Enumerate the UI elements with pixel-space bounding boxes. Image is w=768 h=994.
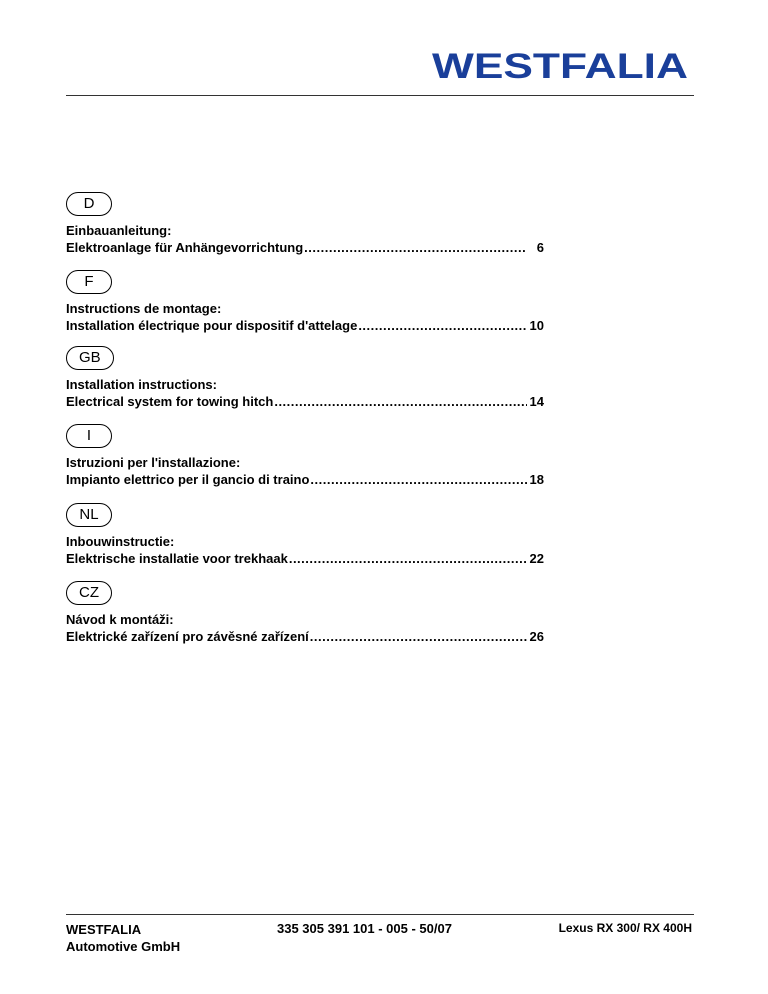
language-badge-nl: NL [66, 503, 112, 527]
toc-page-number: 6 [536, 240, 544, 255]
westfalia-logo [432, 50, 688, 80]
language-badge-gb: GB [66, 346, 114, 370]
toc-entry-label: Impianto elettrico per il gancio di traino [66, 472, 310, 487]
toc-entry-label: Elektroanlage für Anhängevorrichtung [66, 240, 304, 255]
section-title-d: Einbauanleitung: [66, 223, 172, 238]
section-nl [66, 503, 546, 567]
toc-entry-label: Installation électrique pour dispositif d'attelage [66, 318, 358, 333]
section-title-gb: Installation instructions: [66, 377, 217, 392]
toc-page-number: 14 [529, 394, 544, 409]
toc-entry-cz[interactable] [66, 628, 544, 645]
toc-entry-i[interactable] [66, 471, 544, 488]
leader-dots [310, 471, 527, 488]
section-title-f: Instructions de montage: [66, 301, 222, 316]
leader-dots [358, 317, 527, 334]
toc-page-number: 22 [529, 551, 544, 566]
footer-vehicle-model: Lexus RX 300/ RX 400H [558, 921, 692, 935]
language-badge-d: D [66, 192, 112, 216]
toc-page-number: 10 [529, 318, 544, 333]
svg-text:WESTFALIA: WESTFALIA [432, 50, 688, 80]
section-cz [66, 581, 546, 645]
toc-page-number: 18 [529, 472, 544, 487]
section-i [66, 424, 546, 488]
toc-entry-label: Elektrické zařízení pro závěsné zařízení [66, 629, 309, 644]
footer-document-number: 335 305 391 101 - 005 - 50/07 [277, 921, 452, 936]
language-badge-cz: CZ [66, 581, 112, 605]
toc-entry-f[interactable] [66, 317, 544, 334]
footer-divider [66, 914, 694, 915]
toc-entry-label: Elektrische installatie voor trekhaak [66, 551, 288, 566]
leader-dots [304, 239, 527, 256]
footer-company [66, 921, 180, 955]
section-title-i: Istruzioni per l'installazione: [66, 455, 241, 470]
toc-page-number: 26 [529, 629, 544, 644]
section-f [66, 270, 546, 334]
toc-entry-gb[interactable] [66, 393, 544, 410]
section-d [66, 192, 546, 256]
section-title-cz: Návod k montáži: [66, 612, 174, 627]
language-badge-f: F [66, 270, 112, 294]
header-divider [66, 95, 694, 96]
toc-entry-label: Electrical system for towing hitch [66, 394, 274, 409]
toc-entry-nl[interactable] [66, 550, 544, 567]
leader-dots [274, 393, 527, 410]
section-gb [66, 346, 546, 410]
leader-dots [289, 550, 527, 567]
leader-dots [310, 628, 527, 645]
language-badge-i: I [66, 424, 112, 448]
footer-company-name: WESTFALIA [66, 922, 142, 937]
toc-entry-d[interactable] [66, 239, 544, 256]
section-title-nl: Inbouwinstructie: [66, 534, 175, 549]
footer-company-subtitle: Automotive GmbH [66, 939, 181, 954]
